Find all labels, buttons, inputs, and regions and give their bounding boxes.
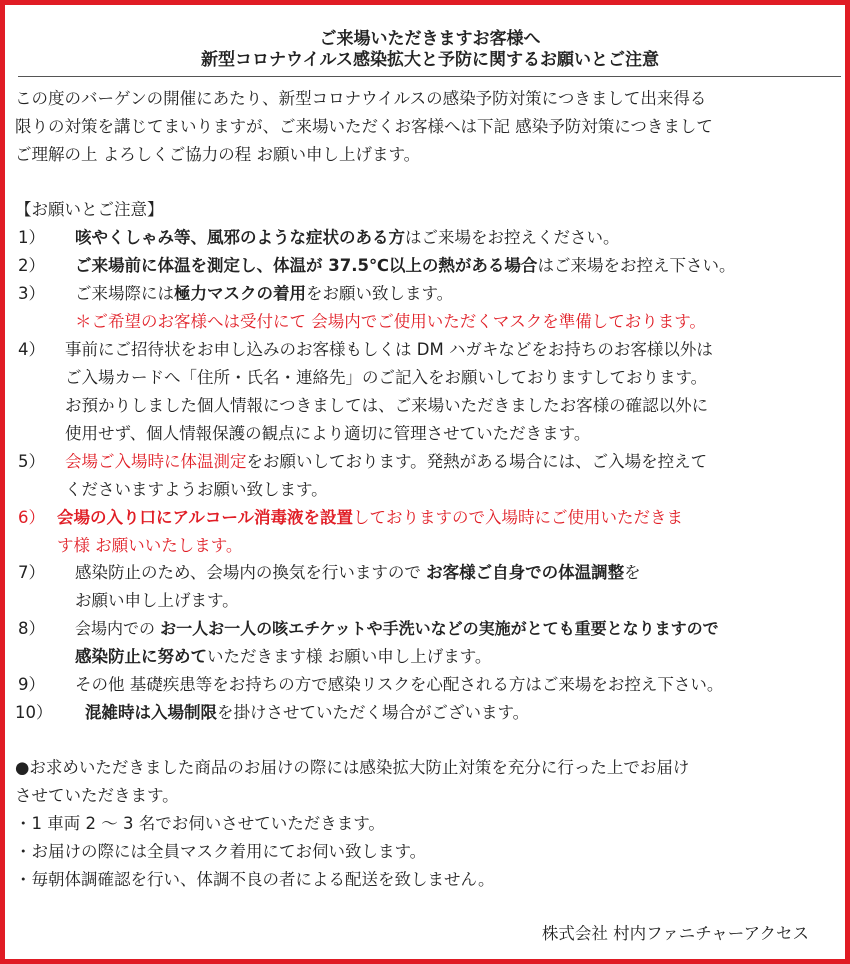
item-number: 8） <box>18 619 45 638</box>
list-item-line: 使用せず、個人情報保護の観点により適切に管理させていただきます。 <box>65 424 591 443</box>
item-text: ご来場際には <box>75 284 174 303</box>
delivery-bullet: ・毎朝体調確認を行い、体調不良の者による配送を致しません。 <box>15 870 495 889</box>
item-text: をお願い致します。 <box>306 284 454 303</box>
list-item <box>75 227 620 249</box>
item-text: 会場内での <box>75 619 161 638</box>
list-item-line: お預かりしました個人情報につきましては、ご来場いただきましたお客様の確認以外に <box>65 396 709 415</box>
list-item <box>75 283 453 305</box>
item-emphasis: 極力マスクの着用 <box>174 284 306 303</box>
page-subtitle: 新型コロナウイルス感染拡大と予防に関するお願いとご注意 <box>201 50 659 70</box>
item-number: 2） <box>18 256 45 275</box>
title-divider <box>18 76 841 77</box>
list-item <box>75 562 641 584</box>
item-text: しておりますので入場時にご使用いただきま <box>353 508 684 527</box>
item-emphasis: 混雑時は入場制限 <box>85 703 217 722</box>
page-title: ご来場いただきますお客様へ <box>319 29 541 49</box>
item-highlight: 会場ご入場時に体温測定 <box>65 452 247 471</box>
list-item <box>75 618 719 640</box>
list-item <box>57 507 683 529</box>
delivery-paragraph: させていただきます。 <box>15 786 179 805</box>
item-emphasis: お一人お一人の咳エチケットや手洗いなどの実施がとても重要となりますので <box>160 619 719 638</box>
item-number: 7） <box>18 563 45 582</box>
section-heading: 【お願いとご注意】 <box>15 200 164 219</box>
list-item <box>65 451 707 473</box>
item-note: ＊ご希望のお客様へは受付にて 会場内でご使用いただくマスクを準備しております。 <box>75 312 706 331</box>
item-emphasis: ご来場前に体温を測定し、体温が 37.5℃以上の熱がある場合 <box>75 256 538 275</box>
item-text: はご来場をお控え下さい。 <box>537 256 736 275</box>
list-item <box>85 702 529 724</box>
item-number: 1） <box>18 228 45 247</box>
item-number: 4） <box>18 340 45 359</box>
list-item-line: お願い申し上げます。 <box>75 591 239 610</box>
delivery-paragraph: ●お求めいただきました商品のお届けの際には感染拡大防止対策を充分に行った上でお届け <box>15 758 690 777</box>
item-number: 5） <box>18 452 45 471</box>
list-item-line: 事前にご招待状をお申し込みのお客様もしくは DM ハガキなどをお持ちのお客様以外は <box>65 340 713 359</box>
item-number: 10） <box>15 703 53 722</box>
item-text: はご来場をお控えください。 <box>405 228 620 247</box>
item-emphasis: 感染防止に努めて <box>75 647 207 666</box>
item-text: を掛けさせていただく場合がございます。 <box>217 703 530 722</box>
list-item <box>75 255 735 277</box>
intro-line: この度のバーゲンの開催にあたり、新型コロナウイルスの感染予防対策につきまして出来得る <box>15 89 707 108</box>
item-text: を <box>624 563 641 582</box>
list-item-line: くださいますようお願い致します。 <box>65 480 328 499</box>
item-text: 感染防止のため、会場内の換気を行いますので <box>75 563 427 582</box>
intro-line: 限りの対策を講じてまいりますが、ご来場いただくお客様へは下記 感染予防対策につきまして <box>15 117 713 136</box>
item-text: をお願いしております。発熱がある場合には、ご入場を控えて <box>246 452 708 471</box>
item-number: 6） <box>18 508 45 527</box>
delivery-bullet: ・お届けの際には全員マスク着用にてお伺い致します。 <box>15 842 427 861</box>
item-emphasis: 会場の入り口にアルコール消毒液を設置 <box>57 508 354 527</box>
delivery-bullet: ・1 車両 2 〜 3 名でお伺いさせていただきます。 <box>15 814 385 833</box>
item-emphasis: お客様ご自身での体温調整 <box>426 563 625 582</box>
item-number: 3） <box>18 284 45 303</box>
item-text: いただきます様 お願い申し上げます。 <box>207 647 492 666</box>
list-item-line: ご入場カードへ「住所・氏名・連絡先」のご記入をお願いしておりますしております。 <box>65 368 708 387</box>
list-item: その他 基礎疾患等をお持ちの方で感染リスクを心配される方はご来場をお控え下さい。 <box>75 675 724 694</box>
item-emphasis: 咳やくしゃみ等、風邪のような症状のある方 <box>75 228 405 247</box>
list-item-line <box>75 646 491 668</box>
list-item-line: す様 お願いいたします。 <box>57 536 243 555</box>
item-number: 9） <box>18 675 45 694</box>
intro-line: ご理解の上 よろしくご協力の程 お願い申し上げます。 <box>15 145 421 164</box>
company-name: 株式会社 村内ファニチャーアクセス <box>541 924 809 943</box>
